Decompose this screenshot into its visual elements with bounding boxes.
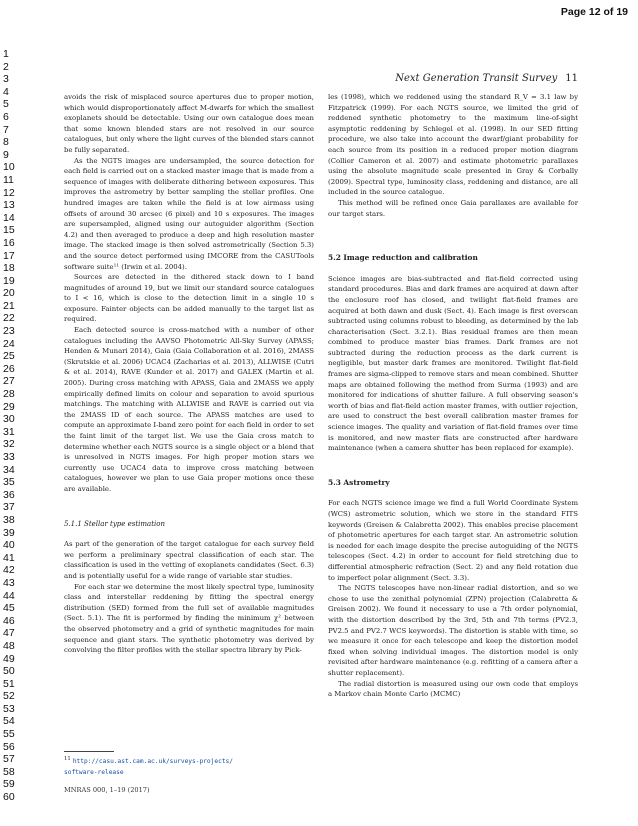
footnote-marker: 11 bbox=[64, 756, 71, 762]
line-number: 33 bbox=[3, 451, 15, 463]
paragraph: Sources are detected in the dithered stack down to I band magnitudes of around 19, but we limit our standard source catalogues to I < 16, which is close to the detection limit in a single 10 s exposure. Fainter objects can be added manually to the target list as required. bbox=[64, 273, 314, 324]
footnote-link[interactable] bbox=[64, 758, 233, 776]
paragraph: This method will be refined once Gaia parallaxes are available for our target stars. bbox=[328, 198, 578, 218]
line-number: 8 bbox=[3, 136, 9, 149]
line-number: 22 bbox=[3, 312, 15, 325]
line-number: 29 bbox=[3, 400, 15, 413]
line-number: 26 bbox=[3, 362, 15, 375]
line-number: 59 bbox=[3, 778, 15, 791]
line-number: 30 bbox=[3, 413, 15, 426]
line-number: 37 bbox=[3, 501, 15, 514]
line-number: 19 bbox=[3, 274, 15, 287]
line-number: 48 bbox=[3, 639, 15, 652]
paragraph: Each detected source is cross-matched with a number of other catalogues including the AAVSO Photometric All-Sky Survey (APASS; Henden & Munari 2014), Gaia (Gaia Collaboration et al. 2016), 2MASS (Skrutskie et al. 2006) UCAC4 (Zacharias et al. 2013), ALLWISE (Cutri & et al. 2014), RAVE (Kunder et al. 2017) and GALEX (Martin et al. 2005). During cross matching with APASS, Gaia and 2MASS we apply empirically defined limits on colour and separation to avoid spurious matchings. The matching with ALLWISE and RAVE is carried out via the 2MASS ID of each source. The APASS matches are used to compute an approximate I-band zero point for each field in order to set the faint limit of the target list. We use the Gaia cross match to determine whether each NGTS source is a single object or a blend that is unresolved in NGTS images. For high proper motion stars we currently use UCAC4 data to improve cross matching between catalogues, however we plan to use Gaia proper motions once these are available. bbox=[64, 326, 314, 493]
footnote-url-line2: software-release bbox=[64, 769, 124, 777]
line-number: 15 bbox=[3, 224, 15, 237]
paragraph: The NGTS telescopes have non-linear radial distortion, and so we chose to use the zenithal polynomial (ZPN) projection (Calabretta & Greisen 2002). We found it necessary to use a 7th order polynomial, with the distortion described by the 3rd, 5th and 7th terms (PV2.3, PV2.5 and PV2.7 WCS keywords). The distortion is stable with time, so we measure it once for each telescope and keep the distortion model fixed when solving individual images. The distortion model is only revisited after hardware maintenance (e.g. refitting of a camera after a shutter replacement). bbox=[328, 584, 578, 677]
line-number: 57 bbox=[3, 753, 15, 766]
paragraph: As the NGTS images are undersampled, the source detection for each field is carried out on a stacked master image that is made from a sequence of images with deliberate dithering between exposures. This improves the astrometry by better sampling the stellar profiles. One hundred images are taken while the field is at low airmass using offsets of around 30 arcsec (6 pixel) and 10 s exposures. The images are supersampled, aligned using our autoguider algorithm (Section 4.2) and then averaged to produce a deep and high resolution master image. The stacked image is then solved astrometrically (Section 5.3) and the source detect performed using IMCORE from the CASUTools software suite¹¹ (Irwin et al. 2004). bbox=[64, 156, 314, 271]
paragraph: les (1998), which we reddened using the standard R_V = 3.1 law by Fitzpatrick (1999). For each NGTS source, we limited the grid of reddened synthetic photometry to the maximum line-of-sight asymptotic reddening by Schlegel et al. (1998). In our SED fitting procedure, we also take into account the dwarf/giant probability for each source from its position in a reduced proper motion diagram (Collier Cameron et al. 2007) and estimate photometric parallaxes using the absolute magnitude scale presented in Gray & Corbally (2009). Spectral type, luminosity class, reddening and distance, are all included in the source catalogue. bbox=[328, 93, 578, 197]
line-number: 10 bbox=[3, 161, 15, 174]
line-number: 23 bbox=[3, 325, 15, 338]
line-number: 49 bbox=[3, 652, 15, 665]
line-number: 54 bbox=[3, 715, 15, 728]
line-number: 53 bbox=[3, 702, 15, 715]
paragraph: For each NGTS science image we find a full World Coordinate System (WCS) astrometric solution, which we store in the standard FITS keywords (Greisen & Calabretta 2002). This enables precise placement of photometric apertures for each target star. An astrometric solution is needed for each image despite the precise autoguiding of the NGTS telescopes (Sect. 4.2) in order to account for field stretching due to differential atmospheric refraction (Sect. 2) and any field rotation due to imperfect polar alignment (Sect. 3.3). bbox=[328, 499, 579, 582]
paragraph: avoids the risk of misplaced source apertures due to proper motion, which would disproportionately affect M-dwarfs for which the smallest exoplanets should be detectable. Using our own catalogue does mean that some known blended stars are not resolved in our source catalogues, but only where the light curves of the blended stars cannot be fully separated. bbox=[64, 93, 314, 154]
line-number: 58 bbox=[3, 765, 15, 778]
line-number: 31 bbox=[3, 425, 15, 438]
running-head-page-number: 11 bbox=[565, 73, 578, 84]
line-number: 2 bbox=[3, 60, 9, 73]
line-number: 38 bbox=[3, 513, 15, 526]
line-number: 12 bbox=[3, 186, 15, 199]
line-number: 3 bbox=[3, 73, 9, 86]
line-number: 47 bbox=[3, 627, 15, 640]
line-number: 17 bbox=[3, 249, 15, 262]
page-footer: MNRAS 000, 1–19 (2017) bbox=[64, 786, 150, 794]
right-column bbox=[328, 92, 578, 700]
line-number: 60 bbox=[3, 791, 15, 804]
line-number: 20 bbox=[3, 287, 15, 300]
line-number: 9 bbox=[3, 148, 9, 161]
running-head-title: Next Generation Transit Survey bbox=[395, 73, 558, 84]
footnote bbox=[64, 754, 314, 778]
line-number: 27 bbox=[3, 375, 15, 388]
line-number: 51 bbox=[3, 677, 15, 690]
line-number: 25 bbox=[3, 350, 15, 363]
line-number: 56 bbox=[3, 740, 15, 753]
running-head bbox=[340, 73, 578, 84]
line-number: 44 bbox=[3, 589, 15, 602]
paragraph: The radial distortion is measured using our own code that employs a Markov chain Monte Carlo (MCMC) bbox=[328, 679, 578, 699]
subsection-heading-5-1-1: 5.1.1 Stellar type estimation bbox=[64, 519, 165, 528]
line-number: 7 bbox=[3, 123, 9, 136]
line-number: 45 bbox=[3, 602, 15, 615]
line-number: 16 bbox=[3, 236, 15, 249]
line-number: 42 bbox=[3, 564, 15, 577]
line-number: 13 bbox=[3, 199, 15, 212]
line-number: 5 bbox=[3, 98, 9, 111]
section-heading-5-2: 5.2 Image reduction and calibration bbox=[328, 253, 478, 263]
line-number: 24 bbox=[3, 337, 15, 350]
section-heading-5-3: 5.3 Astrometry bbox=[328, 477, 390, 487]
line-number: 34 bbox=[3, 463, 15, 476]
line-number: 35 bbox=[3, 476, 15, 489]
line-number: 50 bbox=[3, 665, 15, 678]
line-number: 52 bbox=[3, 690, 15, 703]
line-number: 14 bbox=[3, 211, 15, 224]
left-column bbox=[64, 92, 314, 656]
line-number: 4 bbox=[3, 85, 9, 98]
line-number: 21 bbox=[3, 299, 15, 312]
line-number: 28 bbox=[3, 388, 15, 401]
footnote-url-line1: http://casu.ast.cam.ac.uk/surveys-projects/ bbox=[72, 758, 234, 766]
line-number: 46 bbox=[3, 614, 15, 627]
line-number: 40 bbox=[3, 539, 15, 552]
line-number: 55 bbox=[3, 728, 15, 741]
line-number: 1 bbox=[3, 48, 9, 60]
line-number: 36 bbox=[3, 488, 15, 501]
line-number: 39 bbox=[3, 526, 15, 539]
line-number: 18 bbox=[3, 262, 15, 275]
page-label: Page 12 of 19 bbox=[560, 6, 628, 18]
line-number: 11 bbox=[3, 173, 14, 186]
footnote-rule bbox=[64, 751, 114, 752]
line-numbers bbox=[3, 48, 23, 804]
line-number: 43 bbox=[3, 576, 15, 589]
paragraph: For each star we determine the most likely spectral type, luminosity class and interstellar reddening by fitting the spectral energy distribution (SED) formed from the full set of available magnitudes (Sect. 5.1). The fit is performed by finding the minimum χ² between the observed photometry and a grid of synthetic magnitudes for main sequence and giant stars. The synthetic photometry was derived by convolving the filter profiles with the stellar spectra library by Pick- bbox=[64, 582, 314, 655]
line-number: 32 bbox=[3, 438, 15, 451]
line-number: 6 bbox=[3, 110, 9, 123]
paragraph: Science images are bias-subtracted and flat-field corrected using standard procedures. Bias and dark frames are acquired at dawn after the enclosure roof has closed, and twilight flat-field frames are acquired at both dawn and dusk (Sect. 4). Each image is first overscan subtracted using columns robust to bleeding, as determined by the lab characterisation (Sect. 3.2.1). Bias residual frames are then mean combined to produce master bias frames. Dark frames are not subtracted during the reduction process as the dark current is negligible, but master dark frames are monitored. Twilight flat-field frames are sigma-clipped to remove stars and mean combined. Shutter maps are obtained following the method from Surma (1993) and are monitored for indications of shutter failure. A full observing season's worth of bias and flat-field action master frames, with outlier rejection, are used to construct the best overall calibration master frames for science images. The quality and variation of flat-field frames over time is monitored, and new master flats are constructed after hardware maintenance (when a camera shutter has been replaced for example). bbox=[328, 274, 578, 453]
paragraph: As part of the generation of the target catalogue for each survey field we perform a preliminary spectral classification of each star. The classification is used in the vetting of exoplanets candidates (Sect. 6.3) and is potentially useful for a wide range of variable star studies. bbox=[64, 540, 314, 580]
line-number: 41 bbox=[3, 551, 15, 564]
